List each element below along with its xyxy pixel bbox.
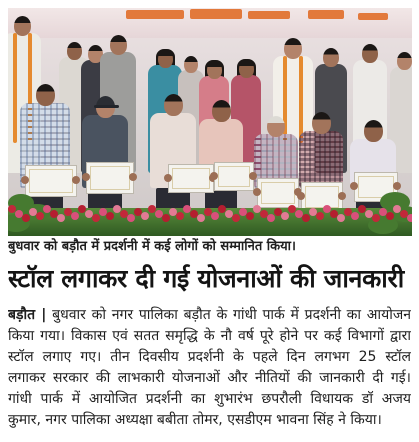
article-line [8,305,411,326]
certificate [214,162,254,191]
flower [36,212,44,220]
flower [127,214,135,222]
photo-caption: बुधवार को बड़ौत में प्रदर्शनी में कई लोगों को सम्मानित किया। [8,239,296,254]
hand [393,182,401,190]
hand [350,182,358,190]
flower [316,212,324,220]
hand [338,192,346,200]
flower [197,214,205,222]
flower [57,214,65,222]
hand [253,188,261,196]
flower [351,212,359,220]
flower [281,212,289,220]
flower [246,212,254,220]
hand [129,173,137,181]
article-line: किया गया। विकास एवं सतत समृद्धि के नौ वर्ष पूरे होने पर कई विभागों द्वारा [8,328,411,344]
hand [249,172,257,180]
certificate [168,164,214,193]
flower [211,212,219,220]
flower [162,214,170,222]
flower [141,212,149,220]
hand [21,176,29,184]
flower [92,214,100,222]
person-head [364,120,383,142]
certificate [25,165,77,197]
hand [164,174,172,182]
person [8,8,412,236]
article-line: स्टॉल लगाए गए। तीन दिवसीय प्रदर्शनी के पहले दिन लगभग 25 स्टॉल [8,349,411,365]
flower [267,214,275,222]
flower [302,214,310,222]
hand [82,173,90,181]
flower [372,214,380,222]
hand [297,192,305,200]
article-body [8,305,411,431]
headline: स्टॉल लगाकर दी गई योजनाओं की जानकारी [8,264,404,293]
flower [386,212,394,220]
flower [176,212,184,220]
article-line: लगाकर सरकार की लाभकारी योजनाओं और नीतियों की जानकारी दी गई। [8,370,411,386]
flower [407,214,412,222]
article-line: गांधी पार्क में आयोजित प्रदर्शनी का शुभारंभ छपरौली विधायक डॉ अजय [8,391,411,407]
certificate [86,162,134,194]
flower [232,214,240,222]
flower [22,214,30,222]
flower [337,214,345,222]
hand [210,172,218,180]
article-line-text: बुधवार को नगर पालिका बड़ौत के गांधी पार्क में प्रदर्शनी का आयोजन [52,307,411,323]
news-photo [8,8,412,236]
article-line: कुमार, नगर पालिका अध्यक्षा बबीता तोमर, एसडीएम भावना सिंह ने किया। [8,412,382,428]
certificate [257,178,299,208]
hand [72,176,80,184]
flower [71,212,79,220]
flower [106,212,114,220]
dateline: बड़ौत | [8,307,47,323]
